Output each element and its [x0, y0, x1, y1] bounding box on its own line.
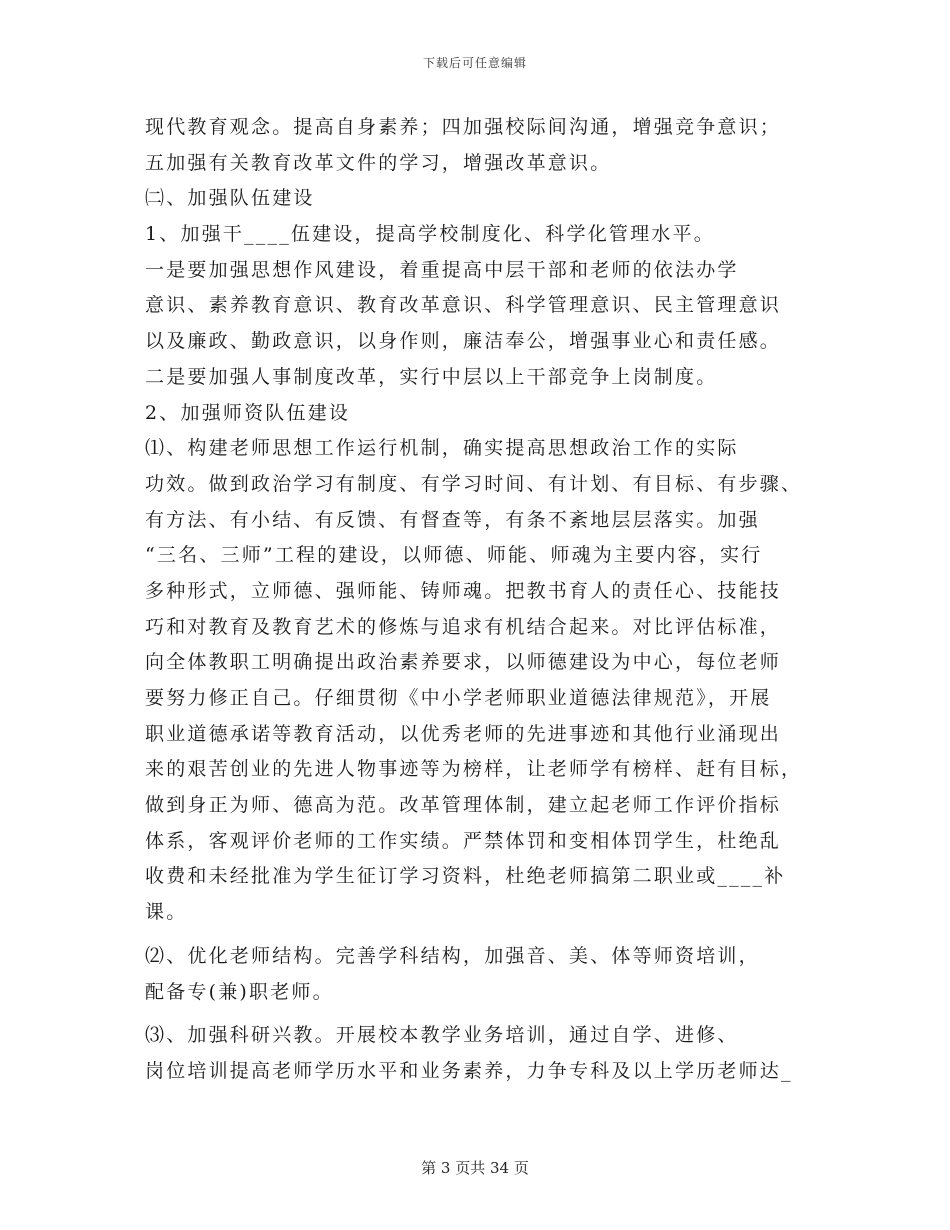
text-line: ⑶、加强科研兴教。开展校本教学业务培训，通过自学、进修、 [145, 1024, 739, 1047]
page-number: 第 3 页共 34 页 [421, 1159, 529, 1177]
text-line: 体系，客观评价老师的工作实绩。严禁体罚和变相体罚学生，杜绝乱 [145, 829, 782, 852]
text-line: 要努力修正自己。仔细贯彻《中小学老师职业道德法律规范》，开展 [145, 687, 772, 709]
text-line: 来的艰苦创业的先进人物事迹等为榜样，让老师学有榜样、赶有目标， [145, 758, 803, 781]
text-line: ⑵、优化老师结构。完善学科结构，加强音、美、体等师资培训， [145, 944, 760, 967]
document-body [145, 110, 805, 1090]
text-line: 课。 [145, 901, 188, 924]
text-line: 向全体教职工明确提出政治素养要求，以师德建设为中心，每位老师 [145, 651, 782, 674]
text-line: 职业道德承诺等教育活动，以优秀老师的先进事迹和其他行业涌现出 [145, 722, 782, 745]
text-line: 五加强有关教育改革文件的学习，增强改革意识。 [145, 151, 612, 174]
subsection-heading: 1、加强干____伍建设，提高学校制度化、科学化管理水平。 [145, 223, 715, 246]
text-line: “三名、三师”工程的建设，以师德、师能、师魂为主要内容，实行 [145, 544, 763, 567]
text-line: 意识、素养教育意识、教育改革意识、科学管理意识、民主管理意识 [145, 294, 782, 317]
text-line: 配备专(兼)职老师。 [145, 980, 334, 1003]
subsection-heading: 2、加强师资队伍建设 [145, 401, 351, 424]
section-heading: ㈡、加强队伍建设 [145, 187, 315, 210]
text-line: 以及廉政、勤政意识，以身作则，廉洁奉公，增强事业心和责任感。 [145, 330, 782, 353]
page-header: 下载后可任意编辑 [422, 56, 527, 70]
text-line: 岗位培训提高老师学历水平和业务素养，力争专科及以上学历老师达_ [145, 1059, 793, 1082]
text-line: 巧和对教育及教育艺术的修炼与追求有机结合起来。对比评估标准， [145, 615, 782, 638]
text-line: 二是要加强人事制度改革，实行中层以上干部竞争上岗制度。 [145, 365, 718, 388]
text-line: 多种形式，立师德、强师能、铸师魂。把教书育人的责任心、技能技 [145, 579, 782, 602]
text-line: ⑴、构建老师思想工作运行机制，确实提高思想政治工作的实际 [145, 437, 739, 460]
text-line: 有方法、有小结、有反馈、有督查等，有条不紊地层层落实。加强 [145, 508, 760, 531]
text-line: 功效。做到政治学习有制度、有学习时间、有计划、有目标、有步骤、 [145, 472, 803, 495]
text-line: 一是要加强思想作风建设，着重提高中层干部和老师的依法办学 [145, 258, 739, 281]
text-line: 做到身正为师、德高为范。改革管理体制，建立起老师工作评价指标 [145, 794, 782, 817]
text-line: 现代教育观念。提高自身素养；四加强校际间沟通，增强竞争意识； [145, 116, 782, 138]
text-line: 收费和未经批准为学生征订学习资料，杜绝老师搞第二职业或____补 [145, 865, 786, 888]
